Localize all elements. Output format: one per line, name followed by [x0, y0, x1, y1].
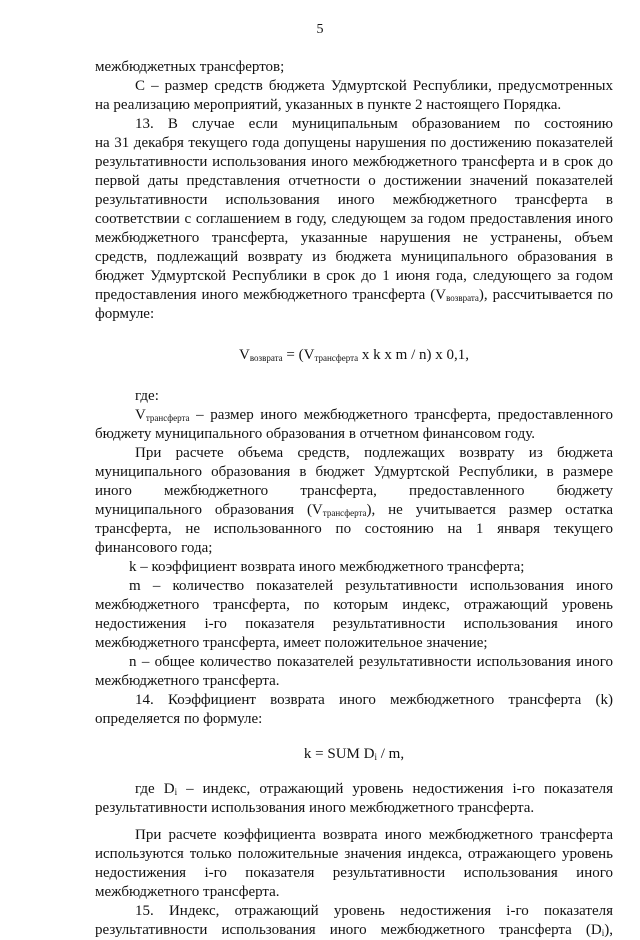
text-line: трансферта, не использованного по состоянию на 1 января текущего: [95, 521, 613, 537]
text-line: результативности использования иного межбюджетного трансферта.: [95, 800, 535, 816]
text-line: результативности использования иного межбюджетного трансферта и в срок до: [95, 154, 613, 170]
formula-v-return: $V_{возврата} = (V_{трансферта}$ x k x m / n) x 0,1,: [239, 347, 469, 363]
text-line: При расчете объема средств, подлежащих возврату из бюджета: [135, 445, 613, 461]
text-line: муниципального образования $(V_{трансферта})$, не учитывается размер остатка: [95, 502, 613, 518]
text-line: результативности использования иного межбюджетного трансферта $(D_i)$,: [95, 922, 613, 938]
text-line: межбюджетных трансфертов;: [95, 59, 285, 75]
text-line: средств, подлежащий возврату из бюджета муниципального образования в: [95, 249, 613, 265]
text-line: муниципального образования в бюджет Удмуртской Республики, в размере: [95, 464, 613, 480]
text-line: иного межбюджетного трансферта, предоставленного бюджету: [95, 483, 613, 499]
text-line: межбюджетного трансферта, по которым индекс, отражающий уровень: [95, 597, 613, 613]
text-line: формуле:: [95, 306, 155, 322]
text-line: соответствии с соглашением в году, следующем за годом предоставления иного: [95, 211, 613, 227]
text-line: результативности использования иного межбюджетного трансферта в: [95, 192, 613, 208]
text-line: k – коэффициент возврата иного межбюджетного трансферта;: [129, 559, 525, 575]
text-line: межбюджетного трансферта.: [95, 884, 280, 900]
text-line: недостижения i-го показателя результативности использования иного: [95, 616, 613, 632]
text-line: При расчете коэффициента возврата иного межбюджетного трансферта: [135, 827, 613, 843]
text-line: где $D_i$ – индекс, отражающий уровень недостижения i-го показателя: [135, 781, 613, 797]
text-line: С – размер средств бюджета Удмуртской Республики, предусмотренных: [135, 78, 613, 94]
text-line: недостижения i-го показателя результативности использования иного: [95, 865, 613, 881]
text-line: финансового года;: [95, 540, 213, 556]
text-line: 15. Индекс, отражающий уровень недостижения i-го показателя: [135, 903, 613, 919]
page-number: 5: [316, 22, 324, 37]
text-line: где:: [135, 388, 159, 404]
text-line: определяется по формуле:: [95, 711, 263, 727]
text-line: 14. Коэффициент возврата иного межбюджетного трансферта (k): [135, 692, 613, 708]
text-line: используются только положительные значения индекса, отражающего уровень: [95, 846, 613, 862]
text-line: $V_{трансферта}$ – размер иного межбюджетного трансферта, предоставленного: [135, 407, 613, 423]
text-line: n – общее количество показателей результативности использования иного: [129, 654, 613, 670]
text-line: бюджет Удмуртской Республики в срок до 1 июня года, следующего за годом: [95, 268, 613, 284]
text-line: бюджету муниципального образования в отчетном финансовом году.: [95, 426, 536, 442]
text-line: межбюджетного трансферта.: [95, 673, 280, 689]
text-line: на реализацию мероприятий, указанных в пункте 2 настоящего Порядка.: [95, 97, 562, 113]
text-line: на 31 декабря текущего года допущены нарушения по достижению показателей: [95, 135, 613, 151]
text-line: первой даты представления отчетности о достижении значений показателей: [95, 173, 613, 189]
text-line: m – количество показателей результативности использования иного: [129, 578, 613, 594]
formula-k: k = SUM $D_i$ / m,: [303, 746, 405, 762]
document-body: [95, 58, 613, 940]
text-line: предоставления иного межбюджетного трансферта $(V_{возврата})$, рассчитывается по: [95, 287, 613, 303]
text-line: 13. В случае если муниципальным образованием по состоянию: [135, 116, 613, 132]
text-line: межбюджетного трансферта, указанные нарушения не устранены, объем: [95, 230, 613, 246]
text-line: межбюджетного трансферта, имеет положительное значение;: [95, 635, 488, 651]
